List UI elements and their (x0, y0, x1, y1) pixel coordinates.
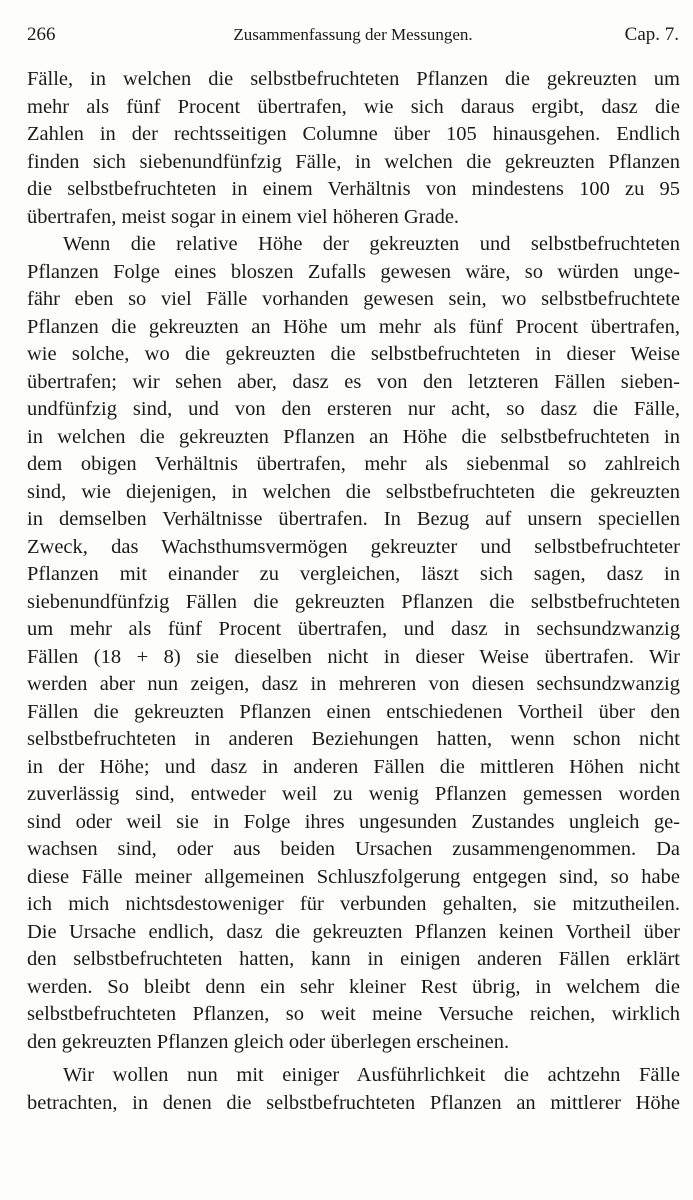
text-line: Pflanzen die gekreuzten an Höhe um mehr als fünf Procent übertrafen, (27, 315, 680, 338)
text-line: Die Ursache endlich, dasz die gekreuzten Pflanzen keinen Vortheil über (27, 920, 680, 943)
text-line: den gekreuzten Pflanzen gleich oder überlegen erscheinen. (27, 1030, 510, 1053)
text-line: Wir wollen nun mit einiger Ausführlichkeit die achtzehn Fälle (63, 1064, 680, 1086)
text-line: diese Fälle meiner allgemeinen Schluszfolgerung entgegen sind, so habe (27, 865, 680, 888)
text-line: Zahlen in der rechtsseitigen Columne über 105 hinausgehen. Endlich (27, 123, 680, 145)
text-line: undfünfzig sind, und von den ersteren nur acht, so dasz die Fälle, (27, 398, 680, 420)
text-line: Fällen (18 + 8) sie dieselben nicht in dieser Weise übertrafen. Wir (27, 645, 680, 668)
text-line: Pflanzen Folge eines bloszen Zufalls gewesen wäre, so würden unge- (27, 260, 680, 283)
text-line: siebenundfünfzig Fällen die gekreuzten Pflanzen die selbstbefruchteten (27, 590, 680, 613)
text-line: werden aber nun zeigen, dasz in mehreren von diesen sechsundzwanzig (27, 673, 680, 695)
text-line: fähr eben so viel Fälle vorhanden gewesen sein, wo selbstbefruchtete (27, 288, 680, 310)
text-line: ich mich nichtsdestoweniger für verbunden gehalten, sie mitzutheilen. (27, 893, 680, 915)
text-line: mehr als fünf Procent übertrafen, wie sich daraus ergibt, dasz die (27, 95, 680, 118)
text-line: Zweck, das Wachsthumsvermögen gekreuzter und selbstbefruchteter (27, 535, 680, 558)
text-line: die selbstbefruchteten in einem Verhältnis von mindestens 100 zu 95 (27, 178, 680, 200)
chapter-reference: Cap. 7. (624, 24, 679, 45)
text-line: dem obigen Verhältnis übertrafen, mehr als siebenmal so zahlreich (27, 453, 680, 475)
text-line: finden sich siebenundfünfzig Fälle, in welchen die gekreuzten Pflanzen (27, 150, 680, 173)
page-number: 266 (27, 24, 56, 45)
text-line: den selbstbefruchteten hatten, kann in einigen anderen Fällen erklärt (27, 948, 680, 970)
text-line: übertrafen; wir sehen aber, dasz es von den letzteren Fällen sieben- (27, 370, 680, 393)
running-title: Zusammenfassung der Messungen. (233, 25, 473, 44)
body-text (27, 66, 680, 1117)
running-header (27, 20, 679, 50)
text-line: zuverlässig sind, entweder weil zu wenig Pflanzen gemessen worden (27, 783, 680, 805)
text-line: Fälle, in welchen die selbstbefruchteten Pflanzen die gekreuzten um (27, 68, 680, 90)
paragraph (27, 231, 680, 1056)
text-line: wie solche, wo die gekreuzten die selbstbefruchteten in dieser Weise (27, 343, 680, 365)
text-line: übertrafen, meist sogar in einem viel höheren Grade. (27, 205, 460, 228)
text-line: wachsen sind, oder aus beiden Ursachen zusammengenommen. Da (27, 838, 680, 860)
text-line: in welchen die gekreuzten Pflanzen an Höhe die selbstbefruchteten in (27, 425, 680, 448)
text-line: betrachten, in denen die selbstbefruchteten Pflanzen an mittlerer Höhe (27, 1091, 680, 1114)
text-line: in der Höhe; und dasz in anderen Fällen die mittleren Höhen nicht (27, 755, 680, 778)
text-line: selbstbefruchteten in anderen Beziehungen hatten, wenn schon nicht (27, 728, 680, 750)
text-line: sind oder weil sie in Folge ihres ungesunden Zustandes ungleich ge- (27, 810, 680, 833)
text-line: Pflanzen mit einander zu vergleichen, läszt sich sagen, dasz in (27, 563, 680, 585)
text-line: werden. So bleibt denn ein sehr kleiner Rest übrig, in welchem die (27, 975, 680, 998)
text-line: in demselben Verhältnisse übertrafen. In Bezug auf unsern speciellen (27, 508, 680, 530)
text-line: Wenn die relative Höhe der gekreuzten und selbstbefruchteten (63, 233, 680, 255)
text-line: selbstbefruchteten Pflanzen, so weit meine Versuche reichen, wirklich (27, 1003, 680, 1025)
text-line: sind, wie diejenigen, in welchen die selbstbefruchteten die gekreuzten (27, 480, 680, 503)
text-line: um mehr als fünf Procent übertrafen, und dasz in sechsundzwanzig (27, 618, 680, 640)
paragraph (27, 66, 680, 231)
paragraph (27, 1062, 680, 1117)
text-line: Fällen die gekreuzten Pflanzen einen entschiedenen Vortheil über den (27, 700, 680, 723)
